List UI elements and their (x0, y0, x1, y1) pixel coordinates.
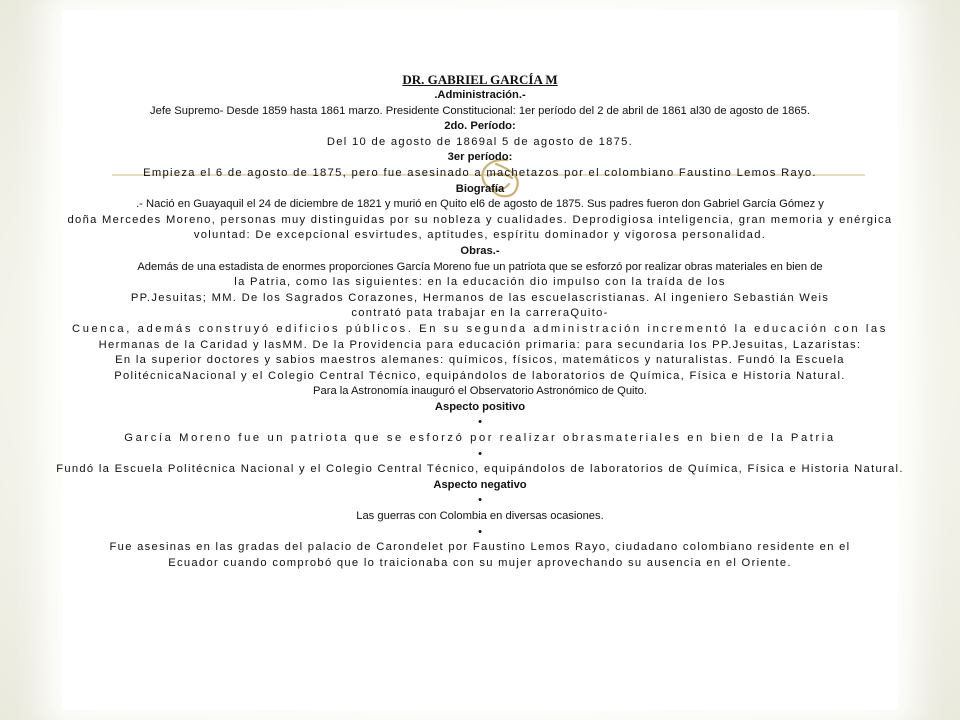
text-line: .- Nació en Guayaquil el 24 de diciembre de 1821 y murió en Quito el6 de agosto de 1875. Sus padres fueron don Gabriel García Gómez y (136, 198, 824, 211)
section-heading-segundo-periodo: 2do. Período: (444, 120, 516, 133)
bullet-marker: • (478, 494, 482, 507)
text-line: Fundó la Escuela Politécnica Nacional y el Colegio Central Técnico, equipándolos de laboratorios de Química, Física e Historia Natural. (56, 463, 904, 476)
text-line: doña Mercedes Moreno, personas muy distinguidas por su nobleza y cualidades. Deprodigiosa inteligencia, gran memoria y enérgica (67, 213, 893, 226)
bullet-marker: • (478, 525, 482, 538)
text-line: Cuenca, además construyó edificios públicos. En su segunda administración incrementó la educación con las (72, 322, 888, 335)
text-line: Jefe Supremo- Desde 1859 hasta 1861 marzo. Presidente Constitucional: 1er período del 2 de abril de 1861 al30 de agosto de 1865. (150, 104, 810, 117)
text-line: PolitécnicaNacional y el Colegio Central Técnico, equipándolos de laboratorios de Química, Física e Historia Natural. (114, 369, 846, 382)
bullet-marker: • (478, 447, 482, 460)
text-line: Las guerras con Colombia en diversas ocasiones. (356, 510, 604, 523)
text-line: contrató pata trabajar en la carreraQuito- (351, 307, 609, 320)
section-heading-tercer-periodo: 3er período: (447, 151, 513, 164)
text-line: García Moreno fue un patriota que se esforzó por realizar obrasmateriales en bien de la Patria (124, 432, 836, 445)
text-line: PP.Jesuitas; MM. De los Sagrados Corazones, Hermanos de las escuelascristianas. Al ingeniero Sebastián Weis (130, 291, 830, 304)
text-line: Empieza el 6 de agosto de 1875, pero fue asesinado a machetazos por el colombiano Faustino Lemos Rayo. (143, 166, 817, 179)
text-line: voluntad: De excepcional esvirtudes, aptitudes, espíritu dominador y vigorosa personalidad. (193, 229, 767, 242)
text-line: En la superior doctores y sabios maestros alemanes: químicos, físicos, matemáticos y naturalistas. Fundó la Escuela (115, 354, 845, 367)
page-title: DR. GABRIEL GARCÍA M (402, 72, 558, 87)
text-line: Hermanas de la Caridad y lasMM. De la Providencia para educación primaria: para secundaria los PP.Jesuitas, Lazaristas: (98, 338, 862, 351)
text-line: Fue asesinas en las gradas del palacio de Carondelet por Faustino Lemos Rayo, ciudadano colombiano residente en el (109, 541, 851, 554)
section-heading-aspecto-positivo: Aspecto positivo (434, 400, 526, 413)
bullet-marker: • (478, 416, 482, 429)
text-line: Además de una estadista de enormes proporciones García Moreno fue un patriota que se esforzó por realizar obras materiales en bien de (137, 260, 823, 273)
document-body (55, 72, 905, 571)
text-line: Ecuador cuando comprobó que lo traicionaba con su mujer aprovechando su ausencia en el Oriente. (168, 556, 792, 569)
text-line: Para la Astronomía inauguró el Observatorio Astronómico de Quito. (313, 385, 647, 398)
section-heading-obras: Obras.- (460, 244, 500, 257)
text-line: la Patria, como las siguientes: en la educación dio impulso con la traída de los (234, 276, 726, 289)
section-heading-administracion: .Administración.- (434, 89, 526, 101)
section-heading-aspecto-negativo: Aspecto negativo (433, 478, 527, 491)
section-heading-biografia: Biografía (455, 182, 505, 195)
text-line: Del 10 de agosto de 1869al 5 de agosto de 1875. (326, 135, 634, 148)
